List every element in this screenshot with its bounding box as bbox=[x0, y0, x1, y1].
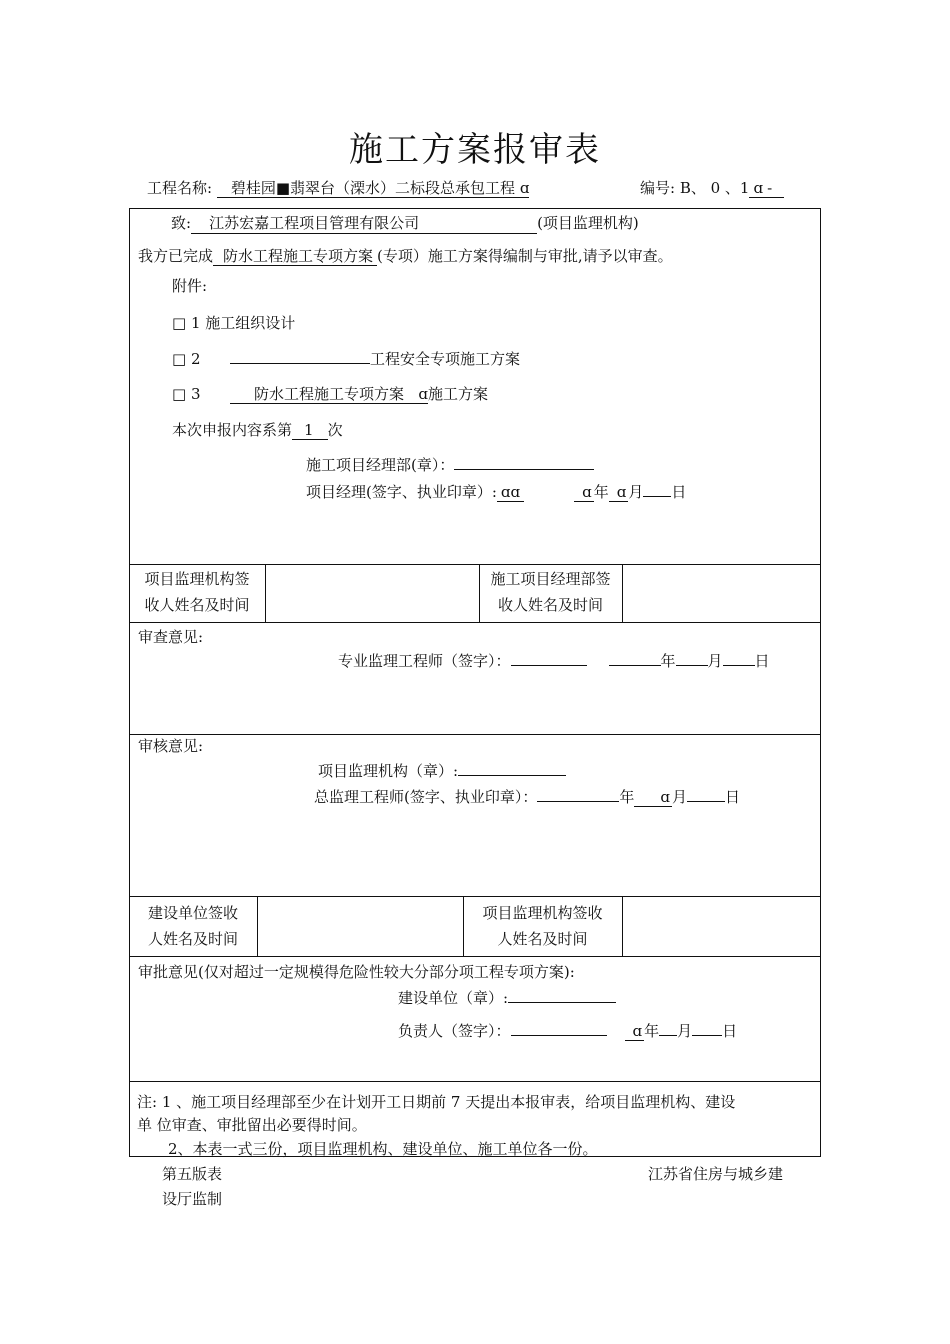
blank-line bbox=[458, 760, 566, 776]
attachment-item-2 bbox=[172, 348, 520, 369]
divider bbox=[622, 564, 623, 622]
blank-line bbox=[643, 481, 671, 497]
note-line-3: 2、本表一式三份，项目监理机构、建设单位、施工单位各一份。 bbox=[168, 1140, 598, 1158]
audit-chief-line: 总监理工程师(签字、执业印章）： 年 ɑ 月 日 bbox=[314, 788, 741, 806]
receipt-supervisor2-label: 项目监理机构签收 人姓名及时间 bbox=[482, 904, 603, 948]
to-org: 江苏宏嘉工程项目管理有限公司 bbox=[191, 213, 537, 234]
receipt-supervisor-label: 项目监理机构签 收人姓名及时间 bbox=[144, 570, 250, 614]
footer-issuer: 设厅监制 bbox=[162, 1190, 223, 1208]
contractor-dept-label: 施工项目经理部(章）： bbox=[306, 456, 455, 474]
contractor-manager-line: 项目经理(签字、执业印章）: ɑɑ ɑ 年 ɑ 月 日 bbox=[306, 483, 687, 501]
approval-unit-line bbox=[398, 987, 616, 1008]
addressee-line bbox=[171, 213, 639, 234]
statement-prefix: 我方已完成 bbox=[138, 247, 214, 265]
blank-line bbox=[676, 650, 708, 666]
submission-line: 本次申报内容系第 1 次 bbox=[172, 421, 343, 439]
manager-signature: ɑɑ bbox=[497, 483, 524, 502]
approval-unit-label: 建设单位（章）: bbox=[398, 989, 509, 1007]
divider bbox=[129, 1081, 821, 1082]
contractor-dept-line bbox=[306, 454, 594, 475]
blank-line bbox=[508, 987, 616, 1003]
blank-line bbox=[659, 1020, 677, 1036]
audit-org-label: 项目监理机构（章）: bbox=[318, 762, 459, 780]
project-name: 碧桂园■翡翠台（溧水）二标段总承包工程 ɑ bbox=[217, 179, 530, 198]
receipt-contractor-label: 施工项目经理部签 收人姓名及时间 bbox=[490, 570, 611, 614]
audit-org-line bbox=[318, 760, 566, 781]
project-suffix: ɑ bbox=[519, 179, 530, 197]
divider bbox=[129, 896, 821, 897]
manager-label: 项目经理(签字、执业印章）: bbox=[306, 483, 497, 501]
note-line-2: 单 位审查、审批留出必要得时间。 bbox=[137, 1116, 367, 1134]
attachment-item-3-name: 防水工程施工专项方案 ɑ bbox=[230, 385, 428, 404]
blank-line bbox=[609, 650, 661, 666]
to-label: 致: bbox=[171, 214, 192, 232]
blank-line bbox=[454, 454, 594, 470]
attachment-item-2-prefix: □ 2 bbox=[172, 350, 201, 368]
year-mark: ɑ bbox=[625, 1022, 645, 1041]
divider bbox=[129, 956, 821, 957]
to-suffix: (项目监理机构) bbox=[537, 214, 639, 232]
month-mark: ɑ bbox=[609, 483, 629, 502]
blank-line bbox=[692, 1020, 722, 1036]
blank-line bbox=[723, 650, 755, 666]
blank-line bbox=[537, 786, 619, 802]
review-engineer-label: 专业监理工程师（签字）： bbox=[338, 652, 511, 670]
blank-line bbox=[511, 650, 587, 666]
month-mark: ɑ bbox=[634, 788, 672, 807]
blank-line bbox=[230, 348, 370, 364]
attachment-item-3-prefix: □ 3 bbox=[172, 385, 201, 403]
divider bbox=[622, 896, 623, 956]
footer-authority: 江苏省住房与城乡建 bbox=[648, 1165, 784, 1183]
page-title: 施工方案报审表 bbox=[349, 130, 601, 170]
note-line-1: 注: 1 、施工项目经理部至少在计划开工日期前 7 天提出本报审表，给项目监理机构、建设 bbox=[137, 1093, 736, 1111]
approval-label: 审批意见(仅对超过一定规模得危险性较大分部分项工程专项方案): bbox=[138, 963, 575, 981]
number-label: 编号: B、 0 、1 bbox=[640, 179, 750, 197]
attachment-item-3-suffix: 施工方案 bbox=[427, 385, 488, 403]
divider bbox=[129, 622, 821, 623]
statement-suffix: (专项）施工方案得编制与审批,请予以审查。 bbox=[377, 247, 673, 265]
attachment-item-3 bbox=[172, 384, 488, 404]
footer-edition: 第五版表 bbox=[162, 1165, 223, 1183]
statement-line bbox=[138, 246, 673, 266]
review-sign-line: 专业监理工程师（签字）： 年 月 日 bbox=[338, 652, 770, 670]
divider bbox=[265, 564, 266, 622]
audit-label: 审核意见: bbox=[138, 737, 204, 755]
project-name-line bbox=[147, 178, 529, 198]
approval-person-label: 负责人（签字）： bbox=[398, 1022, 511, 1040]
attachments-label: 附件: bbox=[172, 277, 208, 295]
attachment-item-1: □ 1 施工组织设计 bbox=[172, 314, 296, 332]
blank-line bbox=[687, 786, 725, 802]
number-dash: - bbox=[767, 179, 784, 198]
divider bbox=[129, 734, 821, 735]
project-label: 工程名称: bbox=[147, 179, 213, 197]
attachment-item-2-suffix: 工程安全专项施工方案 bbox=[370, 350, 521, 368]
approval-person-line: 负责人（签字）： ɑ 年 月 日 bbox=[398, 1022, 738, 1040]
year-mark: ɑ bbox=[574, 483, 594, 502]
blank-line bbox=[511, 1020, 607, 1036]
document-number bbox=[640, 178, 784, 198]
number-value: ɑ bbox=[749, 179, 767, 198]
submission-count: 1 bbox=[292, 421, 328, 440]
divider bbox=[257, 896, 258, 956]
divider bbox=[129, 564, 821, 565]
review-label: 审查意见: bbox=[138, 628, 204, 646]
audit-chief-label: 总监理工程师(签字、执业印章）： bbox=[314, 788, 538, 806]
receipt-owner-label: 建设单位签收 人姓名及时间 bbox=[147, 904, 238, 948]
statement-plan: 防水工程施工专项方案 bbox=[213, 247, 377, 266]
